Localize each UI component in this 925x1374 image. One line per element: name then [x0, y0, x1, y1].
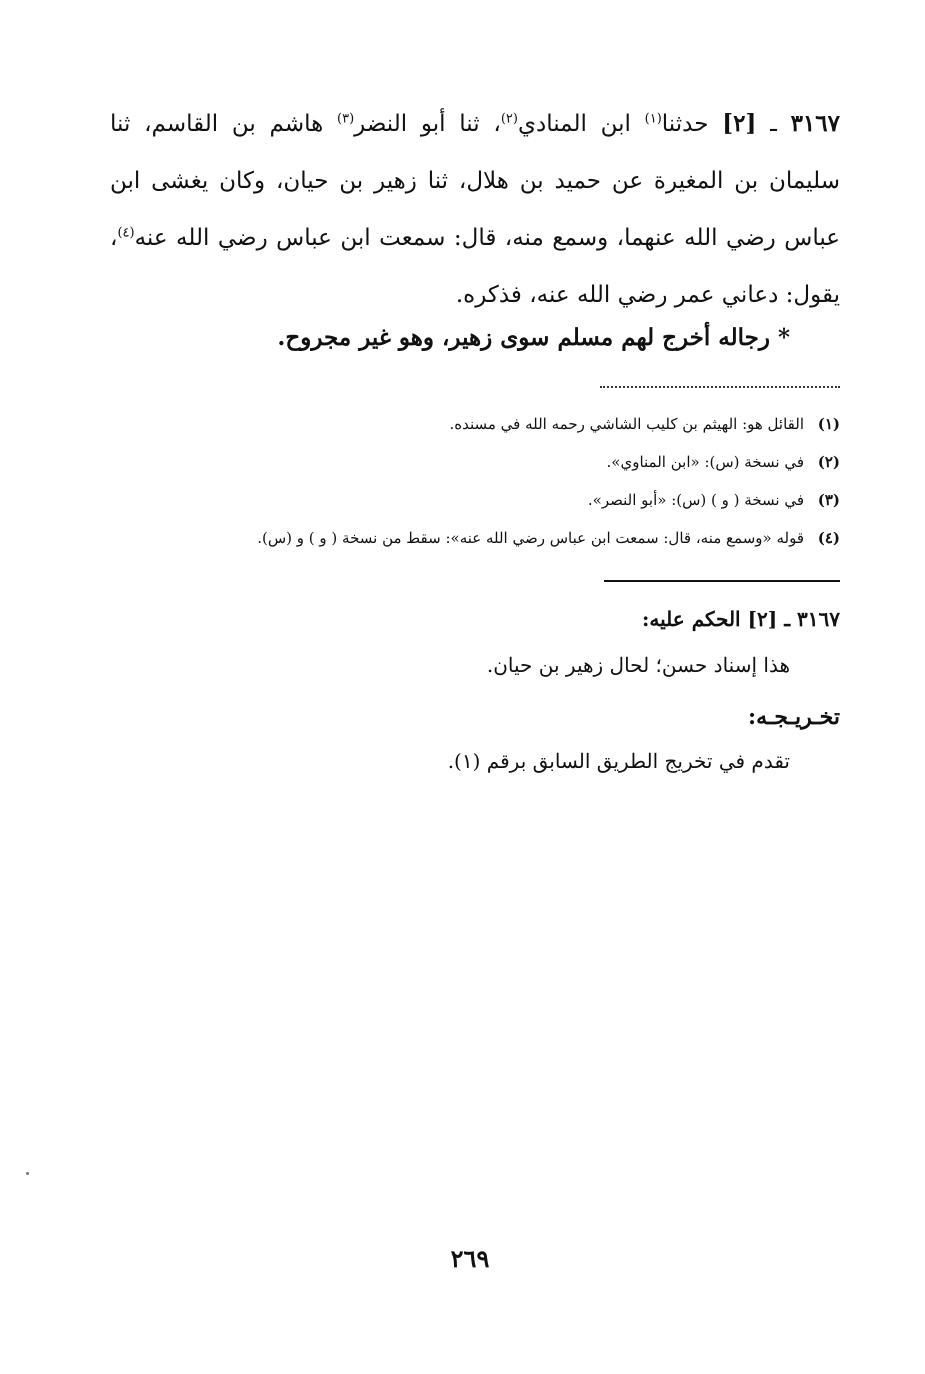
footnote-ref-2[interactable]: (٢) [500, 111, 518, 127]
text-segment-4: هاشم بن القاسم، ثنا سليمان بن المغيرة عن حميد بن هلال، ثنا زهير بن حيان، وكان يغشى ابن عباس رضي الله عنهما، وسمع منه، قال: سمعت ابن عباس رضي الله عنه [110, 111, 840, 251]
text-segment-2: ابن المنادي [517, 111, 645, 137]
text-segment-1: حدثنا [661, 111, 723, 137]
footnote-item [110, 443, 840, 481]
footnote-marker: (٢) [817, 453, 840, 471]
takhrij-text: تقدم في تخريج الطريق السابق برقم (١). [447, 749, 790, 773]
footnote-marker: (٣) [817, 491, 840, 509]
hadith-number: ٣١٦٧ [790, 110, 840, 137]
rijal-note-text: رجاله أخرج لهم مسلم سوى زهير، وهو غير مجروح. [277, 324, 770, 351]
footnotes-section [110, 405, 840, 557]
footnote-text: القائل هو: الهيثم بن كليب الشاشي رحمه الله في مسنده. [449, 415, 804, 433]
footnote-marker: (١) [817, 415, 840, 433]
footnote-text: قوله «وسمع منه، قال: سمعت ابن عباس رضي الله عنه»: سقط من نسخة ( و ) و (س). [257, 529, 804, 547]
footnote-marker: (٤) [817, 529, 840, 547]
footnote-ref-1[interactable]: (١) [644, 111, 662, 127]
footnote-item [110, 519, 840, 557]
asterisk-icon: * [777, 324, 790, 351]
footnote-item [110, 481, 840, 519]
footnote-text: في نسخة (س): «ابن المناوي». [606, 453, 804, 471]
takhrij-heading: تخـريـجـه: [747, 704, 840, 730]
main-hadith-text [110, 95, 840, 324]
footnote-ref-3[interactable]: (٣) [337, 111, 355, 127]
text-segment-5: ، يقول: دعاني عمر رضي الله عنه، فذكره. [110, 225, 840, 308]
dash-separator: ـ [756, 111, 791, 137]
ruling-heading: ٣١٦٧ ـ [٢] الحكم عليه: [642, 607, 840, 631]
hadith-paragraph [110, 95, 840, 324]
rijal-note [110, 318, 790, 358]
footnote-ref-4[interactable]: (٤) [117, 225, 135, 241]
section-divider [604, 580, 840, 582]
footnote-item [110, 405, 840, 443]
ruling-text: هذا إسناد حسن؛ لحال زهير بن حيان. [486, 653, 790, 677]
footnote-text: في نسخة ( و ) (س): «أبو النصر». [587, 491, 804, 509]
page-number: ٢٦٩ [450, 1244, 490, 1273]
text-segment-3: ، ثنا أبو النضر [354, 111, 501, 137]
footnote-dotted-separator [600, 386, 840, 388]
chain-index: [٢] [722, 110, 757, 137]
scan-speck [26, 1172, 29, 1175]
